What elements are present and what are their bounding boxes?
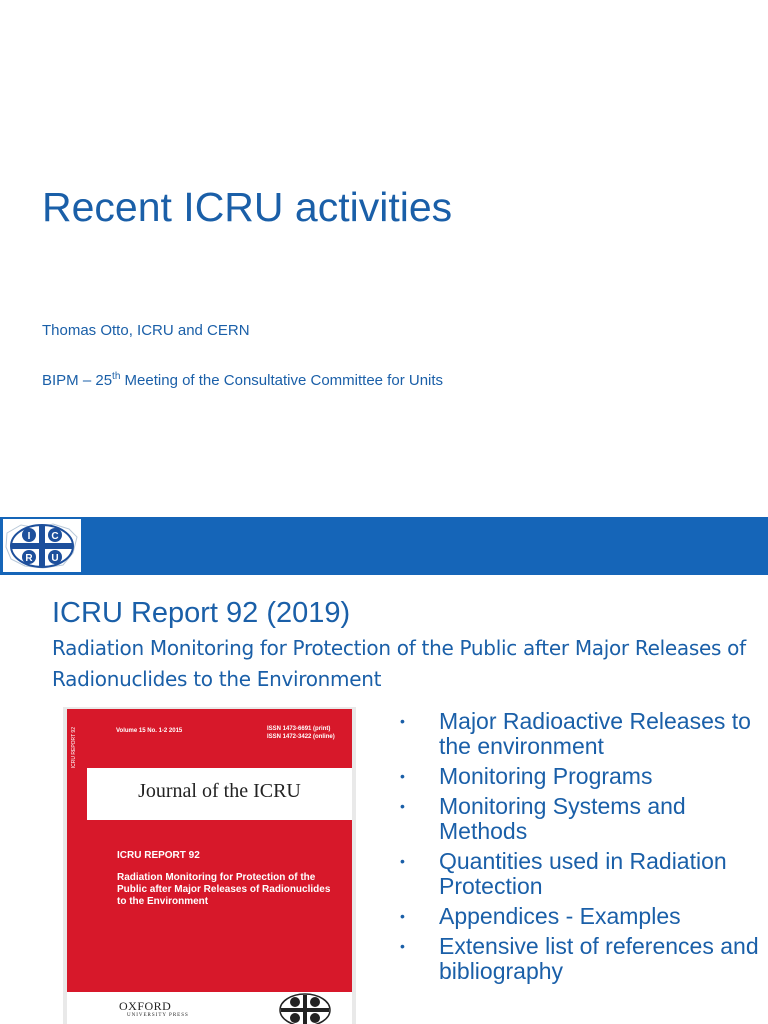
cover-report-title: Radiation Monitoring for Protection of the Public after Major Releases of Radionuclides to the Environment [117,872,331,907]
cover-journal-title: Journal of the ICRU [138,780,301,802]
list-item [400,764,760,789]
cover-volume: Volume 15 No. 1-2 2015 [116,728,183,734]
cover-publisher: OXFORD [119,999,172,1013]
slide-title: Recent ICRU activities [42,184,453,230]
bullet-text: Quantities used in Radiation Protection [439,848,727,899]
journal-cover-image [67,709,352,1024]
list-item [400,709,760,759]
meeting-prefix: BIPM – 25 [42,372,113,389]
list-item [400,934,760,984]
logo-letter-r: R [25,553,33,564]
cover-publisher-sub: UNIVERSITY PRESS [127,1013,189,1018]
header-band [0,517,768,575]
list-item [400,849,760,899]
bullet-text: Major Radioactive Releases to the environment [439,708,751,759]
bullet-dot: • [400,908,405,924]
cover-title-band [87,768,352,820]
bullet-dot: • [400,798,405,814]
bullet-text: Appendices - Examples [439,903,681,929]
cover-report-number: ICRU REPORT 92 [117,850,200,861]
report-subtitle: Radiation Monitoring for Protection of the Public after Major Releases of Radionuclides to the Environment [52,636,746,691]
cover-issn-online: ISSN 1472-3422 (online) [267,734,335,740]
logo-letter-i: I [27,531,31,542]
author-line: Thomas Otto, ICRU and CERN [42,322,250,339]
cover-icru-logo-icon [277,992,333,1024]
report-slide [0,517,768,1024]
cover-issn [267,725,335,741]
bullet-list [400,709,760,989]
logo-letter-u: U [51,553,59,564]
bullet-text: Monitoring Programs [439,763,653,789]
bullet-dot: • [400,853,405,869]
report-title: ICRU Report 92 (2019) [52,597,351,629]
list-item [400,794,760,844]
meeting-superscript: th [112,371,121,382]
cover-issn-print: ISSN 1473-6691 (print) [267,726,331,732]
icru-logo [3,519,81,572]
cover-spine-text: ICRU REPORT 92 [71,727,77,769]
meeting-suffix: Meeting of the Consultative Committee for Units [120,372,444,389]
bullet-dot: • [400,713,405,729]
meeting-line [42,371,443,389]
bullet-dot: • [400,938,405,954]
bullet-dot: • [400,768,405,784]
bullet-text: Monitoring Systems and Methods [439,793,686,844]
list-item [400,904,760,929]
icru-logo-icon [3,519,81,572]
logo-letter-c: C [51,531,59,542]
bullet-text: Extensive list of references and bibliography [439,933,759,984]
